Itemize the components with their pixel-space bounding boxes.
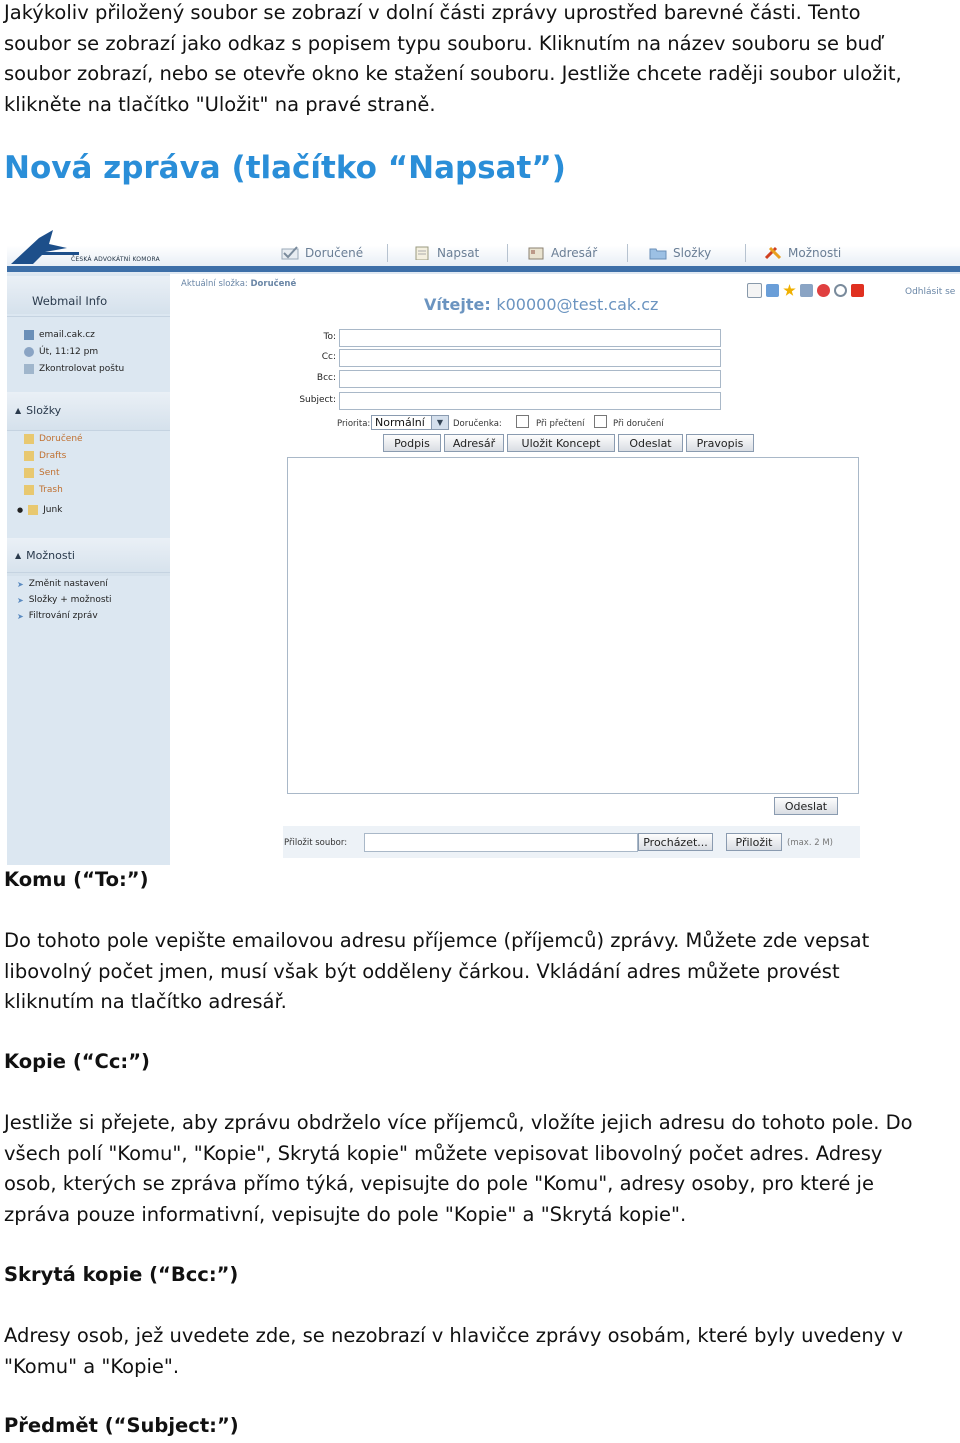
nav-item-addressbook[interactable] [527,246,597,260]
bcc-field[interactable] [339,370,721,388]
nav-item-compose[interactable] [413,246,479,260]
intro-line-2: soubor se zobrazí jako odkaz s popisem typu souboru. Kliknutím na název souboru se buď [4,31,883,55]
star-icon[interactable] [783,284,796,297]
tools-icon [764,246,782,260]
bcc-section-title: Skrytá kopie (“Bcc:”) [4,1263,239,1286]
folder-icon [24,468,34,478]
folder-item-sent[interactable] [24,468,59,478]
sidebar-info-time-label: Út, 11:12 pm [39,347,99,357]
nav-item-folders[interactable] [649,246,711,260]
checkbox-icon[interactable] [747,283,762,298]
option-label: Složky + možnosti [28,595,112,605]
folder-icon [649,246,667,260]
cc-section-text [4,1108,955,1230]
nav-divider [627,244,628,262]
sidebar-check-mail[interactable] [24,364,124,374]
bcc-section-text [4,1321,955,1382]
toolbar-icons [747,283,864,298]
welcome-user: k00000@test.cak.cz [496,295,659,314]
folder-icon [24,485,34,495]
folder-item-trash[interactable] [24,485,63,495]
nav-item-options[interactable] [764,246,841,260]
folder-item-drafts[interactable] [24,451,66,461]
sidebar-options-toggle[interactable] [15,549,75,562]
option-item-filters[interactable] [17,611,98,621]
nav-label-compose: Napsat [437,246,480,260]
receipt-label: Doručenka: [453,419,502,429]
sidebar-info-time [24,347,98,357]
intro-paragraph [4,0,955,120]
browse-button[interactable]: Procházet... [638,833,713,851]
send-bottom-button[interactable]: Odeslat [774,797,838,815]
folder-label: Junk [43,505,63,515]
priority-label: Priorita: [337,419,371,429]
arrow-right-icon: ➤ [17,579,24,589]
addressbook-button[interactable]: Adresář [444,434,504,452]
nav-label-options: Možnosti [788,246,842,260]
search-icon[interactable] [834,284,847,297]
bcc-line-1: Adresy osob, jež uvedete zde, se nezobrazí v hlavičce zprávy osobám, které byly uvedeny v [4,1324,904,1347]
sidebar-check-mail-label: Zkontrolovat poštu [39,364,125,374]
to-section-title: Komu (“To:”) [4,868,149,891]
subject-section-title: Předmět (“Subject:”) [4,1414,239,1437]
collapse-arrow-icon: ▲ [15,406,22,415]
bullet-icon: ● [17,506,24,514]
clock-icon [24,347,34,357]
intro-line-3: soubor zobrazí, nebo se otevře okno ke stažení souboru. Jestliže chcete raději soubor uložit, [4,62,902,86]
sidebar-webmail-info: Webmail Info [32,294,108,308]
to-field[interactable] [339,329,721,347]
bcc-label: Bcc: [316,373,336,383]
attach-button[interactable]: Přiložit [726,833,782,851]
option-label: Změnit nastavení [28,579,108,589]
folder-label: Sent [39,468,60,478]
to-line-2: libovolný počet jmen, musí však být odděleny čárkou. Vkládání adres můžete provést [4,959,840,983]
nav-divider [387,244,388,262]
to-label: To: [323,332,336,342]
logout-link[interactable]: Odhlásit se [905,287,956,297]
sidebar-options-title: Možnosti [26,549,75,562]
delivery-receipt-label: Při doručení [613,419,664,429]
nav-divider [507,244,508,262]
folder-icon [24,434,34,444]
breadcrumb-value: Doručené [250,279,297,289]
sidebar-divider [7,316,170,317]
sidebar-info-server-label: email.cak.cz [39,330,95,340]
addressbook-icon [527,246,545,260]
to-line-1: Do tohoto pole vepište emailovou adresu příjemce (příjemců) zprávy. Můžete zde vepsat [4,929,870,952]
folder-icon [24,451,34,461]
sidebar-divider [7,572,170,573]
cc-line-3: osob, kterých se zpráva přímo týká, vepisujte do pole "Komu", adresy osoby, pro které je [4,1172,874,1196]
calendar-icon[interactable] [800,284,813,297]
webmail-screenshot [7,222,960,865]
bcc-line-2: "Komu" a "Kopie". [4,1354,180,1378]
attach-label: Přiložit soubor: [284,838,348,848]
sidebar-info-server [24,330,95,340]
breadcrumb-label: Aktuální složka: [181,279,248,289]
stop-icon[interactable] [817,284,830,297]
delivery-receipt-checkbox[interactable] [594,415,607,428]
logo-text: ČESKÁ ADVOKÁTNÍ KOMORA [71,256,160,263]
message-body-textarea[interactable] [287,457,859,794]
chevron-down-icon: ▼ [431,416,448,429]
cc-line-1: Jestliže si přejete, aby zprávu obdrželo více příjemců, vložíte jejich adresu do tohoto pole. Do [4,1111,913,1134]
cc-section-title: Kopie (“Cc:”) [4,1050,150,1073]
option-item-folders[interactable] [17,595,112,605]
sidebar-divider [7,430,170,431]
save-draft-button[interactable]: Uložit Koncept [507,434,615,452]
to-line-3: kliknutím na tlačítko adresář. [4,990,287,1014]
folder-label: Trash [39,485,63,495]
sidebar-folders-toggle[interactable] [15,404,61,417]
breadcrumb [181,279,296,289]
checkmark-icon [281,246,299,260]
signature-button[interactable]: Podpis [383,434,441,452]
welcome-text [424,295,658,314]
option-item-settings[interactable] [17,579,108,589]
folder-label: Drafts [39,451,67,461]
spellcheck-button[interactable]: Pravopis [686,434,754,452]
intro-line-4: klikněte na tlačítko "Uložit" na pravé straně. [4,92,436,116]
nav-item-inbox[interactable] [281,246,363,260]
cc-line-2: všech polí "Komu", "Kopie", Skrytá kopie" můžete vepisovat libovolný počet adres. Adresy [4,1141,883,1165]
subject-label: Subject: [299,395,336,405]
send-button[interactable]: Odeslat [618,434,683,452]
arrow-right-icon: ➤ [17,595,24,605]
refresh-icon [24,364,34,374]
pencil-icon[interactable] [766,284,779,297]
sidebar-folders-title: Složky [26,404,62,417]
attach-file-input[interactable] [364,833,638,852]
folder-icon [28,505,38,515]
nav-label-addressbook: Adresář [551,246,598,260]
cc-field[interactable] [339,349,721,367]
welcome-label: Vítejte: [424,295,491,314]
read-receipt-checkbox[interactable] [516,415,529,428]
server-icon [24,330,34,340]
read-receipt-label: Při přečtení [536,419,585,429]
cc-line-4: zpráva pouze informativní, vepisujte do pole "Kopie" a "Skrytá kopie". [4,1202,687,1226]
notepad-icon [413,246,431,260]
folder-item-junk[interactable] [17,505,62,515]
subject-field[interactable] [339,392,721,410]
option-label: Filtrování zpráv [28,611,98,621]
close-icon[interactable] [851,284,864,297]
attach-max-size: (max. 2 M) [787,838,833,848]
to-section-text [4,926,955,1018]
collapse-arrow-icon: ▲ [15,551,22,560]
priority-value: Normální [375,416,425,429]
cc-label: Cc: [321,352,336,362]
folder-item-inbox[interactable] [24,434,83,444]
arrow-right-icon: ➤ [17,611,24,621]
nav-label-folders: Složky [673,246,712,260]
folder-label: Doručené [39,434,83,444]
nav-divider [745,244,746,262]
section-heading: Nová zpráva (tlačítko “Napsat”) [4,150,566,186]
priority-select[interactable] [371,415,449,430]
intro-line-1: Jakýkoliv přiložený soubor se zobrazí v dolní části zprávy uprostřed barevné části. Tento [4,1,861,24]
nav-label-inbox: Doručené [305,246,364,260]
